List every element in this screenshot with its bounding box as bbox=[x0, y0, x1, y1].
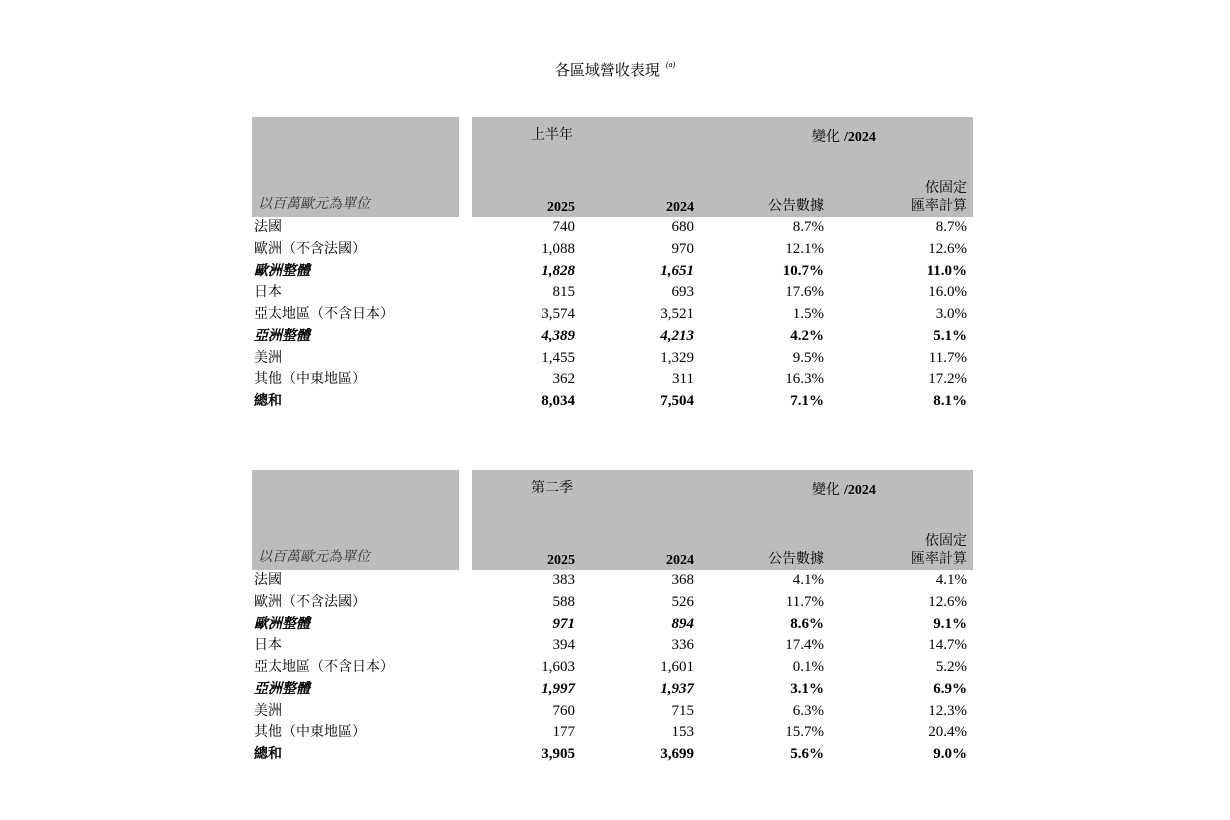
value-2024: 526 bbox=[671, 593, 694, 610]
row-label: 亞太地區（不含日本） bbox=[254, 306, 394, 322]
change-reported: 0.1% bbox=[792, 659, 824, 675]
change-reported: 8.6% bbox=[790, 615, 824, 632]
change-reported: 6.3% bbox=[792, 702, 824, 719]
change-constant-fx: 20.4% bbox=[928, 724, 967, 741]
change-reported: 17.6% bbox=[785, 284, 824, 301]
table-row bbox=[252, 570, 973, 592]
change-year: /2024 bbox=[844, 130, 876, 145]
value-2025: 815 bbox=[552, 284, 575, 301]
value-2024: 970 bbox=[671, 240, 694, 257]
change-reported: 4.1% bbox=[792, 572, 824, 588]
value-2025: 1,997 bbox=[541, 680, 575, 697]
change-constant-fx: 12.6% bbox=[928, 593, 967, 610]
change-constant-fx: 4.1% bbox=[935, 572, 967, 588]
row-label: 亞太地區（不含日本） bbox=[254, 659, 394, 675]
row-label: 歐洲整體 bbox=[254, 262, 310, 279]
value-2025: 3,905 bbox=[541, 746, 575, 762]
row-label: 法國 bbox=[254, 572, 282, 588]
reported-header: 公告數據 bbox=[768, 198, 824, 214]
change-reported: 5.6% bbox=[790, 746, 824, 762]
constant-fx-header bbox=[852, 179, 967, 215]
subtotal-row bbox=[252, 326, 973, 348]
second-quarter-revenue-table bbox=[252, 470, 973, 766]
table-row bbox=[252, 282, 973, 304]
value-2025: 362 bbox=[552, 371, 575, 388]
table-row bbox=[252, 592, 973, 614]
value-2024: 311 bbox=[672, 371, 694, 388]
table-row bbox=[252, 657, 973, 679]
table-row bbox=[252, 304, 973, 326]
unit-label: 以百萬歐元為單位 bbox=[258, 549, 370, 565]
row-label: 法國 bbox=[254, 219, 282, 235]
value-2025: 394 bbox=[552, 637, 575, 654]
value-2024: 1,937 bbox=[660, 680, 694, 697]
value-2025: 1,603 bbox=[541, 659, 575, 675]
value-2025: 971 bbox=[552, 615, 575, 632]
value-2025: 3,574 bbox=[541, 306, 575, 322]
row-label: 亞洲整體 bbox=[254, 680, 310, 697]
row-label: 總和 bbox=[254, 746, 282, 762]
subtotal-row bbox=[252, 261, 973, 283]
change-reported: 16.3% bbox=[785, 371, 824, 388]
change-constant-fx: 11.0% bbox=[926, 262, 967, 279]
value-2025: 1,088 bbox=[541, 240, 575, 257]
value-2024: 4,213 bbox=[660, 327, 694, 344]
change-constant-fx: 9.0% bbox=[933, 746, 967, 762]
change-reported: 4.2% bbox=[790, 327, 824, 344]
change-reported: 15.7% bbox=[785, 724, 824, 741]
report-title-text: 各區域營收表現 bbox=[554, 61, 660, 79]
table-row bbox=[252, 722, 973, 744]
row-label: 美洲 bbox=[254, 349, 282, 366]
change-constant-fx: 3.0% bbox=[935, 306, 967, 322]
change-constant-fx: 11.7% bbox=[928, 349, 967, 366]
change-label-text: 變化 bbox=[812, 129, 840, 145]
value-2024: 3,699 bbox=[660, 746, 694, 762]
constant-fx-header-line1: 依固定 bbox=[925, 180, 967, 196]
table-row bbox=[252, 348, 973, 370]
change-constant-fx: 12.6% bbox=[928, 240, 967, 257]
row-label: 美洲 bbox=[254, 702, 282, 719]
subtotal-row bbox=[252, 679, 973, 701]
year-2025-header: 2025 bbox=[547, 553, 575, 568]
change-reported: 10.7% bbox=[782, 262, 824, 279]
value-2024: 3,521 bbox=[660, 306, 694, 322]
value-2024: 894 bbox=[671, 615, 694, 632]
row-label: 亞洲整體 bbox=[254, 327, 310, 344]
value-2024: 7,504 bbox=[660, 393, 694, 409]
table-row bbox=[252, 239, 973, 261]
change-label bbox=[812, 481, 876, 500]
change-reported: 11.7% bbox=[785, 593, 824, 610]
row-label: 歐洲（不含法國） bbox=[254, 593, 366, 610]
constant-fx-header bbox=[852, 532, 967, 568]
value-2024: 715 bbox=[671, 702, 694, 719]
report-title bbox=[0, 54, 1230, 81]
change-constant-fx: 8.7% bbox=[935, 219, 967, 235]
row-label: 日本 bbox=[254, 637, 282, 654]
change-constant-fx: 17.2% bbox=[928, 371, 967, 388]
change-reported: 17.4% bbox=[785, 637, 824, 654]
row-label: 歐洲整體 bbox=[254, 615, 310, 632]
change-constant-fx: 9.1% bbox=[933, 615, 967, 632]
year-2025-header: 2025 bbox=[547, 200, 575, 215]
value-2025: 177 bbox=[552, 724, 575, 741]
change-constant-fx: 16.0% bbox=[928, 284, 967, 301]
value-2025: 8,034 bbox=[541, 393, 575, 409]
total-row bbox=[252, 744, 973, 766]
year-2024-header: 2024 bbox=[666, 200, 694, 215]
table-row bbox=[252, 369, 973, 391]
row-label: 其他（中東地區） bbox=[254, 371, 366, 388]
table-header bbox=[252, 117, 973, 217]
value-2024: 1,651 bbox=[660, 262, 694, 279]
change-constant-fx: 6.9% bbox=[933, 680, 967, 697]
year-2024-header: 2024 bbox=[666, 553, 694, 568]
change-constant-fx: 12.3% bbox=[928, 702, 967, 719]
change-year: /2024 bbox=[844, 483, 876, 498]
constant-fx-header-line2: 匯率計算 bbox=[911, 551, 967, 567]
period-label: 第二季 bbox=[531, 480, 573, 496]
change-constant-fx: 5.1% bbox=[933, 327, 967, 344]
total-row bbox=[252, 391, 973, 413]
value-2025: 760 bbox=[552, 702, 575, 719]
constant-fx-header-line2: 匯率計算 bbox=[911, 198, 967, 214]
unit-label: 以百萬歐元為單位 bbox=[258, 196, 370, 212]
row-label: 歐洲（不含法國） bbox=[254, 240, 366, 257]
value-2024: 693 bbox=[671, 284, 694, 301]
table-header bbox=[252, 470, 973, 570]
value-2024: 368 bbox=[671, 572, 694, 588]
table-row bbox=[252, 217, 973, 239]
subtotal-row bbox=[252, 614, 973, 636]
row-label: 總和 bbox=[254, 393, 282, 409]
change-constant-fx: 14.7% bbox=[928, 637, 967, 654]
change-constant-fx: 5.2% bbox=[935, 659, 967, 675]
value-2025: 383 bbox=[552, 572, 575, 588]
change-reported: 12.1% bbox=[785, 240, 824, 257]
value-2025: 4,389 bbox=[541, 327, 575, 344]
change-reported: 7.1% bbox=[790, 393, 824, 409]
value-2024: 1,601 bbox=[660, 659, 694, 675]
value-2024: 1,329 bbox=[660, 349, 694, 366]
change-reported: 1.5% bbox=[792, 306, 824, 322]
constant-fx-header-line1: 依固定 bbox=[925, 533, 967, 549]
change-label-text: 變化 bbox=[812, 482, 840, 498]
change-reported: 3.1% bbox=[790, 680, 824, 697]
table-row bbox=[252, 701, 973, 723]
value-2025: 588 bbox=[552, 593, 575, 610]
value-2025: 740 bbox=[552, 219, 575, 235]
change-reported: 9.5% bbox=[792, 349, 824, 366]
row-label: 日本 bbox=[254, 284, 282, 301]
change-constant-fx: 8.1% bbox=[933, 393, 967, 409]
half-year-revenue-table bbox=[252, 117, 973, 413]
value-2025: 1,828 bbox=[541, 262, 575, 279]
value-2024: 680 bbox=[671, 219, 694, 235]
change-label bbox=[812, 128, 876, 147]
period-label: 上半年 bbox=[531, 127, 573, 143]
row-label: 其他（中東地區） bbox=[254, 724, 366, 741]
value-2024: 336 bbox=[671, 637, 694, 654]
value-2024: 153 bbox=[671, 724, 694, 741]
value-2025: 1,455 bbox=[541, 349, 575, 366]
title-footnote-marker: (a) bbox=[665, 60, 676, 69]
change-reported: 8.7% bbox=[792, 219, 824, 235]
reported-header: 公告數據 bbox=[768, 551, 824, 567]
table-row bbox=[252, 635, 973, 657]
